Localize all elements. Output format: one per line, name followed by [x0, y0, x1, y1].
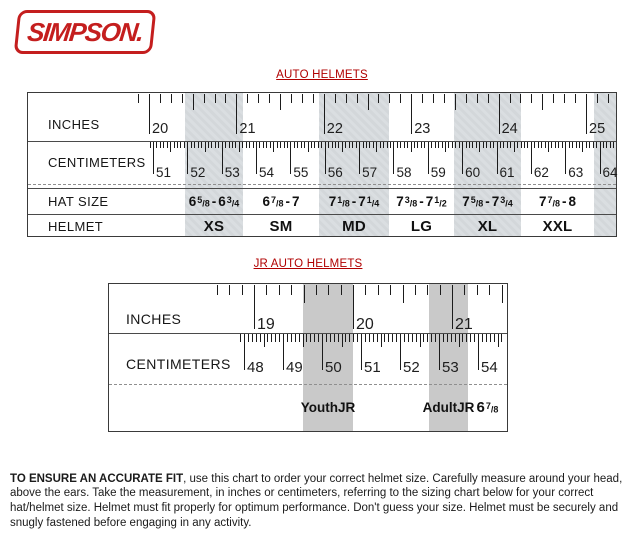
hat-size-cell-sm: 6 7/8 - 7	[262, 194, 300, 209]
ruler-number: 52	[190, 165, 206, 180]
row-divider	[28, 141, 616, 142]
ruler-number: 57	[362, 165, 378, 180]
row-label-helmet: HELMET	[48, 219, 104, 234]
fit-instructions	[10, 472, 626, 531]
jr-helmets-title[interactable]: JR AUTO HELMETS	[253, 258, 363, 270]
ruler-number: 62	[533, 165, 549, 180]
ruler-number: 54	[259, 165, 275, 180]
helmet-size-cell-md: MD	[342, 217, 366, 235]
helmet-size-cell-sm: SM	[269, 217, 293, 235]
hat-size-cell-xl: 7 5/8 - 7 3/4	[462, 194, 513, 209]
hat-size-cell-xs: 6 5/8 - 6 3/4	[188, 194, 240, 209]
simpson-logo-text: SIMPSON.	[25, 16, 145, 47]
ruler-number: 54	[481, 359, 498, 376]
hat-size-cell-lg: 7 3/8 - 7 1/2	[396, 194, 447, 209]
row-divider	[109, 333, 507, 334]
ruler-number: 21	[239, 121, 256, 137]
ruler-number: 52	[403, 359, 420, 376]
ruler-number: 61	[499, 165, 515, 180]
fit-instructions-body: , use this chart to order your correct helmet size. Carefully measure around your head, above the ears. Take the measurement, in inches or centimeters, referring to the sizing chart below for your correct hat/helmet size. Helmet must fit properly for optimum performance. Don't guess your size. Helmet must be securely and snugly fastened before engaging in any activity.	[10, 472, 623, 529]
ruler-number: 51	[156, 165, 172, 180]
ruler-number: 50	[325, 359, 342, 376]
fit-instructions-lead: TO ENSURE AN ACCURATE FIT	[10, 472, 184, 485]
row-divider-dashed	[28, 184, 616, 185]
row-label-hat-size: HAT SIZE	[48, 194, 109, 209]
ruler-number: 53	[224, 165, 240, 180]
ruler-number: 24	[501, 121, 518, 137]
row-label-inches: INCHES	[126, 311, 182, 327]
ruler-number: 53	[442, 359, 459, 376]
ruler-number: 49	[286, 359, 303, 376]
ruler-number: 58	[396, 165, 412, 180]
auto-helmets-title[interactable]: AUTO HELMETS	[276, 69, 368, 81]
ruler-number: 63	[568, 165, 584, 180]
helmet-size-cell-xl: XL	[477, 217, 498, 235]
ruler-number: 55	[293, 165, 309, 180]
ruler-number: 64	[602, 165, 618, 180]
hat-size-cell-md: 7 1/8 - 7 1/4	[328, 194, 380, 209]
ruler-number: 20	[152, 121, 169, 137]
ruler-number: 56	[327, 165, 343, 180]
ruler-number: 51	[364, 359, 381, 376]
ruler-number: 48	[247, 359, 264, 376]
ruler-number: 20	[356, 316, 374, 333]
size-cell-youth-jr: Youth JR	[300, 400, 356, 415]
hat-size-cell-xxl: 7 7/8 - 8	[538, 194, 577, 209]
ruler-number: 25	[589, 121, 606, 137]
ruler-number: 21	[455, 316, 473, 333]
row-label-inches: INCHES	[48, 117, 100, 132]
row-label-centimeters: CENTIMETERS	[48, 155, 146, 170]
helmet-size-cell-xs: XS	[203, 217, 225, 235]
ruler-number: 22	[326, 121, 343, 137]
jr-hat-size-note: 6 7/8	[476, 399, 499, 416]
ruler-number: 59	[430, 165, 446, 180]
simpson-logo	[14, 10, 157, 54]
size-cell-adult-jr: Adult JR	[422, 400, 475, 415]
ruler-number: 23	[414, 121, 431, 137]
helmet-size-cell-lg: LG	[410, 217, 433, 235]
auto-sizing-table	[27, 92, 617, 237]
row-label-centimeters: CENTIMETERS	[126, 356, 231, 372]
ruler-number: 60	[465, 165, 481, 180]
jr-sizing-table	[108, 283, 508, 432]
ruler-number: 19	[257, 316, 275, 333]
helmet-size-cell-xxl: XXL	[542, 217, 573, 235]
